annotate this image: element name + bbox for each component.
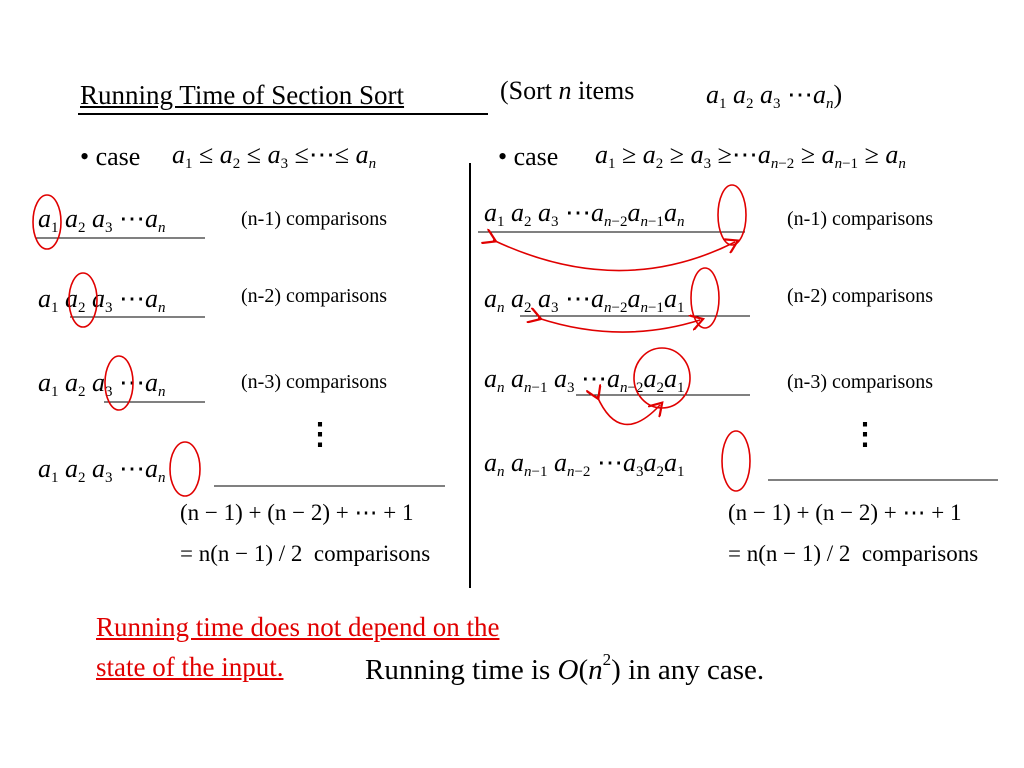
left-sum-line2: [180, 541, 430, 567]
column-divider: [469, 163, 471, 588]
conclusion-suffix: ) in any case.: [611, 654, 765, 686]
conclusion-O: O: [557, 654, 579, 686]
right-row-1: $a_1$ $a_2$ $a_3$ $\cdots a_{n-2}a_{n-1}a_n$: [484, 198, 685, 230]
left-row-2: $a_1$ $a_2$ $a_3$ $\cdots a_n$: [38, 284, 166, 316]
right-vdots: ⋮: [850, 418, 880, 451]
right-row-4: $a_n$ $a_{n-1}$ $a_{n-2}$ $\cdots a_3a_2a_1$: [484, 448, 685, 480]
left-comparisons-2: (n-2) comparisons: [241, 285, 388, 307]
right-circle-4: [722, 431, 750, 491]
left-comparisons-3: (n-3) comparisons: [241, 371, 388, 393]
right-circle-1: [718, 185, 746, 245]
left-sum-line1: (n − 1) + (n − 2) + ⋯ + 1: [180, 500, 414, 525]
left-circle-4: [170, 442, 200, 496]
left-row-4: $a_1$ $a_2$ $a_3$ $\cdots a_n$: [38, 454, 166, 486]
sort-header: [500, 76, 634, 106]
left-sum-formula: = n(n − 1) / 2: [180, 541, 303, 566]
left-sum-word: comparisons: [313, 541, 431, 566]
left-case-label: • case: [80, 142, 141, 171]
left-comparisons-1: (n-1) comparisons: [241, 208, 388, 230]
swap-arrow-2: [538, 318, 700, 332]
sort-n: n: [558, 76, 572, 105]
right-case-condition: $a_1 \ge a_2 \ge a_3$ $\ge\cdots a_{n-2} \ge a_{n-1} \ge a_n$: [595, 140, 906, 172]
conclusion-prefix: Running time is: [365, 654, 551, 686]
left-vdots: ⋮: [305, 418, 335, 451]
right-comparisons-3: (n-3) comparisons: [787, 371, 934, 393]
right-comparisons-1: (n-1) comparisons: [787, 208, 934, 230]
title-underline: [78, 113, 488, 115]
left-row-1: $a_1$ $a_2$ $a_3$ $\cdots a_n$: [38, 204, 166, 236]
right-comparisons-2: (n-2) comparisons: [787, 285, 934, 307]
right-sum-line2: [728, 541, 978, 567]
left-row-3: $a_1$ $a_2$ $a_3$ $\cdots a_n$: [38, 368, 166, 400]
right-circle-2: [691, 268, 719, 328]
right-sum-line1: (n − 1) + (n − 2) + ⋯ + 1: [728, 500, 962, 525]
right-case-label: • case: [498, 142, 559, 171]
right-sum-word: comparisons: [861, 541, 979, 566]
sort-items: items: [578, 76, 635, 105]
right-row-3: $a_n$ $a_{n-1}$ $a_3$ $\cdots a_{n-2}a_2a_1$: [484, 364, 685, 396]
note-line-2: state of the input.: [96, 652, 284, 682]
page-title: Running Time of Section Sort: [80, 80, 405, 110]
conclusion-exp: 2: [602, 650, 612, 669]
right-sum-formula: = n(n − 1) / 2: [728, 541, 851, 566]
conclusion-n: n: [588, 654, 603, 686]
sort-label: (Sort: [500, 76, 552, 105]
header-sequence: $a_1$ $a_2$ $a_3$ $\cdots a_n$): [706, 80, 843, 112]
swap-arrow-1: [493, 240, 735, 271]
swap-arrow-3: [597, 396, 660, 424]
left-case-condition: $a_1 \le a_2 \le a_3$ ≤⋯≤ $a_n$: [172, 140, 377, 172]
note-line-1: Running time does not depend on the: [96, 612, 500, 642]
conclusion: Running time is $O(n^2)$ in any case.: [365, 650, 765, 686]
right-row-2: $a_n$ $a_2$ $a_3$ $\cdots a_{n-2}a_{n-1}a_1$: [484, 284, 685, 316]
